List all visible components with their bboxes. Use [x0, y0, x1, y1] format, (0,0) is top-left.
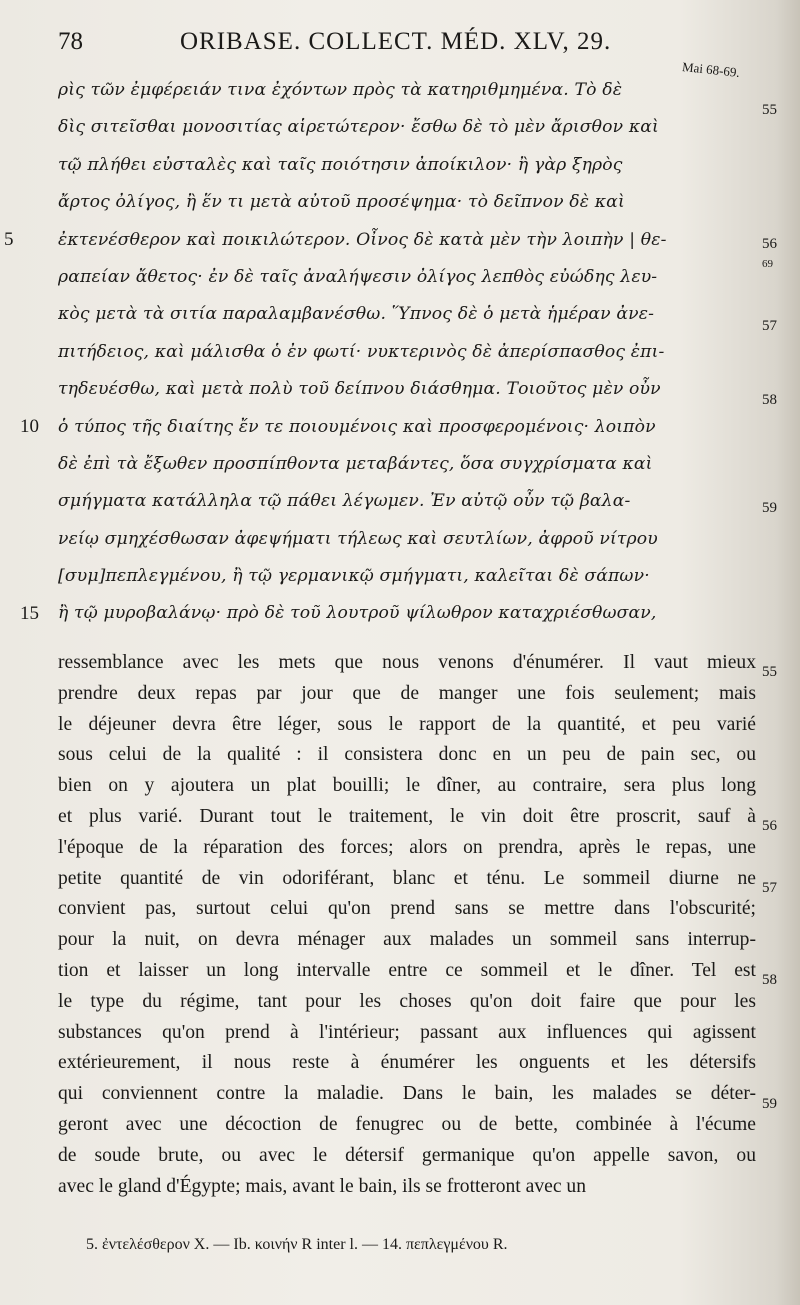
line-number: 5: [4, 229, 14, 250]
margin-number: 55: [762, 664, 777, 680]
margin-number: 58: [762, 972, 777, 988]
french-line: bien on y ajoutera un plat bouilli; le dîner, au contraire, sera plus long: [58, 775, 756, 797]
french-line: de soude brute, ou avec le détersif germanique qu'on appelle savon, ou: [58, 1144, 756, 1166]
greek-line: ἢ τῷ μυροβαλάνῳ· πρὸ δὲ τοῦ λουτροῦ ψίλωθρον καταχριέσθωσαν,: [58, 603, 657, 624]
greek-line: ραπείαν ἄθετος· ἐν δὲ ταῖς ἀναλήψεσιν ὀλίγος λεπθὸς εὐώδης λευ-: [58, 266, 658, 287]
french-line: le déjeuner devra être léger, sous le rapport de la quantité, et peu varié: [58, 713, 756, 735]
french-line: avec le gland d'Égypte; mais, avant le bain, ils se frotteront avec un: [58, 1175, 587, 1197]
french-line: substances qu'on prend à l'intérieur; passant aux influences qui agissent: [58, 1021, 756, 1043]
greek-line: τῷ πλήθει εὐσταλὲς καὶ ταῖς ποιότησιν ἀποίκιλον· ἢ γὰρ ξηρὸς: [58, 154, 623, 175]
french-line: geront avec une décoction de fenugrec ou de bette, combinée à l'écume: [58, 1113, 756, 1135]
margin-number: 55: [762, 102, 777, 118]
french-line: ressemblance avec les mets que nous venons d'énumérer. Il vaut mieux: [58, 652, 756, 673]
french-line: qui conviennent contre la maladie. Dans le bain, les malades se déter-: [58, 1083, 756, 1105]
greek-line: [συμ]πεπλεγμένου, ἢ τῷ γερμανικῷ σμήγματι, καλεῖται δὲ σάπων·: [58, 566, 650, 587]
french-line: sous celui de la qualité : il consistera donc en un peu de pain sec, ou: [58, 744, 756, 766]
margin-number: 58: [762, 392, 777, 408]
margin-number: 56: [762, 818, 777, 834]
margin-number: 56: [762, 236, 777, 252]
margin-number: 69: [762, 258, 773, 270]
french-translation-block: [58, 648, 756, 1202]
french-line: pour la nuit, on devra ménager aux malades un sommeil sans interrup-: [58, 929, 756, 951]
greek-text-block: [58, 72, 758, 633]
french-line: le type du régime, tant pour les choses qu'on doit faire que pour les: [58, 990, 756, 1012]
page-number: 78: [58, 28, 83, 55]
french-line: convient pas, surtout celui qu'on prend sans se mettre dans l'obscurité;: [58, 898, 756, 920]
greek-line: τηδευέσθω, καὶ μετὰ πολὺ τοῦ δείπνου διάσθημα. Τοιοῦτος μὲν οὖν: [58, 379, 661, 400]
greek-line: ἐκτενέσθερον καὶ ποικιλώτερον. Οἶνος δὲ κατὰ μὲν τὴν λοιπὴν | θε-: [58, 229, 667, 250]
greek-line: δὲ ἐπὶ τὰ ἔξωθεν προσπίπθοντα μεταβάντες, ὅσα συγχρίσματα καὶ: [58, 453, 653, 474]
greek-line: ὁ τύπος τῆς διαίτης ἔν τε ποιουμένοις καὶ προσφερομένοις· λοιπὸν: [58, 416, 656, 437]
french-line: prendre deux repas par jour que de manger une fois seulement; mais: [58, 682, 756, 704]
margin-number: 57: [762, 318, 777, 334]
line-number: 15: [20, 603, 39, 624]
edition-reference: Mai 68-69.: [681, 59, 741, 80]
margin-number: 57: [762, 880, 777, 896]
french-line: l'époque de la réparation des forces; alors on prendra, après le repas, une: [58, 836, 756, 858]
page-header: [0, 28, 800, 64]
greek-line: ἄρτος ὀλίγος, ἢ ἕν τι μετὰ αὐτοῦ προσέψημα· τὸ δεῖπνον δὲ καὶ: [58, 192, 625, 213]
margin-number: 59: [762, 1096, 777, 1112]
greek-line: ρὶς τῶν ἐμφέρειάν τινα ἐχόντων πρὸς τὰ κατηριθμημένα. Τὸ δὲ: [58, 80, 623, 100]
line-number: 10: [20, 416, 39, 437]
running-title: ORIBASE. COLLECT. MÉD. XLV, 29.: [180, 28, 612, 55]
margin-number: 59: [762, 500, 777, 516]
footnote: 5. ἐντελέσθερον X. — Ib. κοινήν R inter l. — 14. πεπλεγμένου R.: [86, 1236, 508, 1253]
french-line: extérieurement, il nous reste à énumérer les onguents et les détersifs: [58, 1052, 756, 1074]
french-line: tion et laisser un long intervalle entre ce sommeil et le dîner. Tel est: [58, 959, 756, 981]
greek-line: κὸς μετὰ τὰ σιτία παραλαμβανέσθω. Ὕπνος δὲ ὁ μετὰ ἡμέραν ἀνε-: [58, 304, 655, 325]
greek-line: νείῳ σμηχέσθωσαν ἀφεψήματι τήλεως καὶ σευτλίων, ἀφροῦ νίτρου: [58, 528, 658, 549]
french-line: petite quantité de vin odoriférant, blanc et ténu. Le sommeil diurne ne: [58, 867, 756, 889]
greek-line: σμήγματα κατάλληλα τῷ πάθει λέγωμεν. Ἐν αὐτῷ οὖν τῷ βαλα-: [58, 491, 631, 512]
french-line: et plus varié. Durant tout le traitement, le vin doit être proscrit, sauf à: [58, 805, 756, 827]
greek-line: πιτήδειος, καὶ μάλισθα ὁ ἐν φωτί· νυκτερινὸς δὲ ἀπερίσπασθος ἐπι-: [58, 341, 665, 362]
greek-line: δὶς σιτεῖσθαι μονοσιτίας αἱρετώτερον· ἔσθω δὲ τὸ μὲν ἄρισθον καὶ: [58, 117, 659, 138]
